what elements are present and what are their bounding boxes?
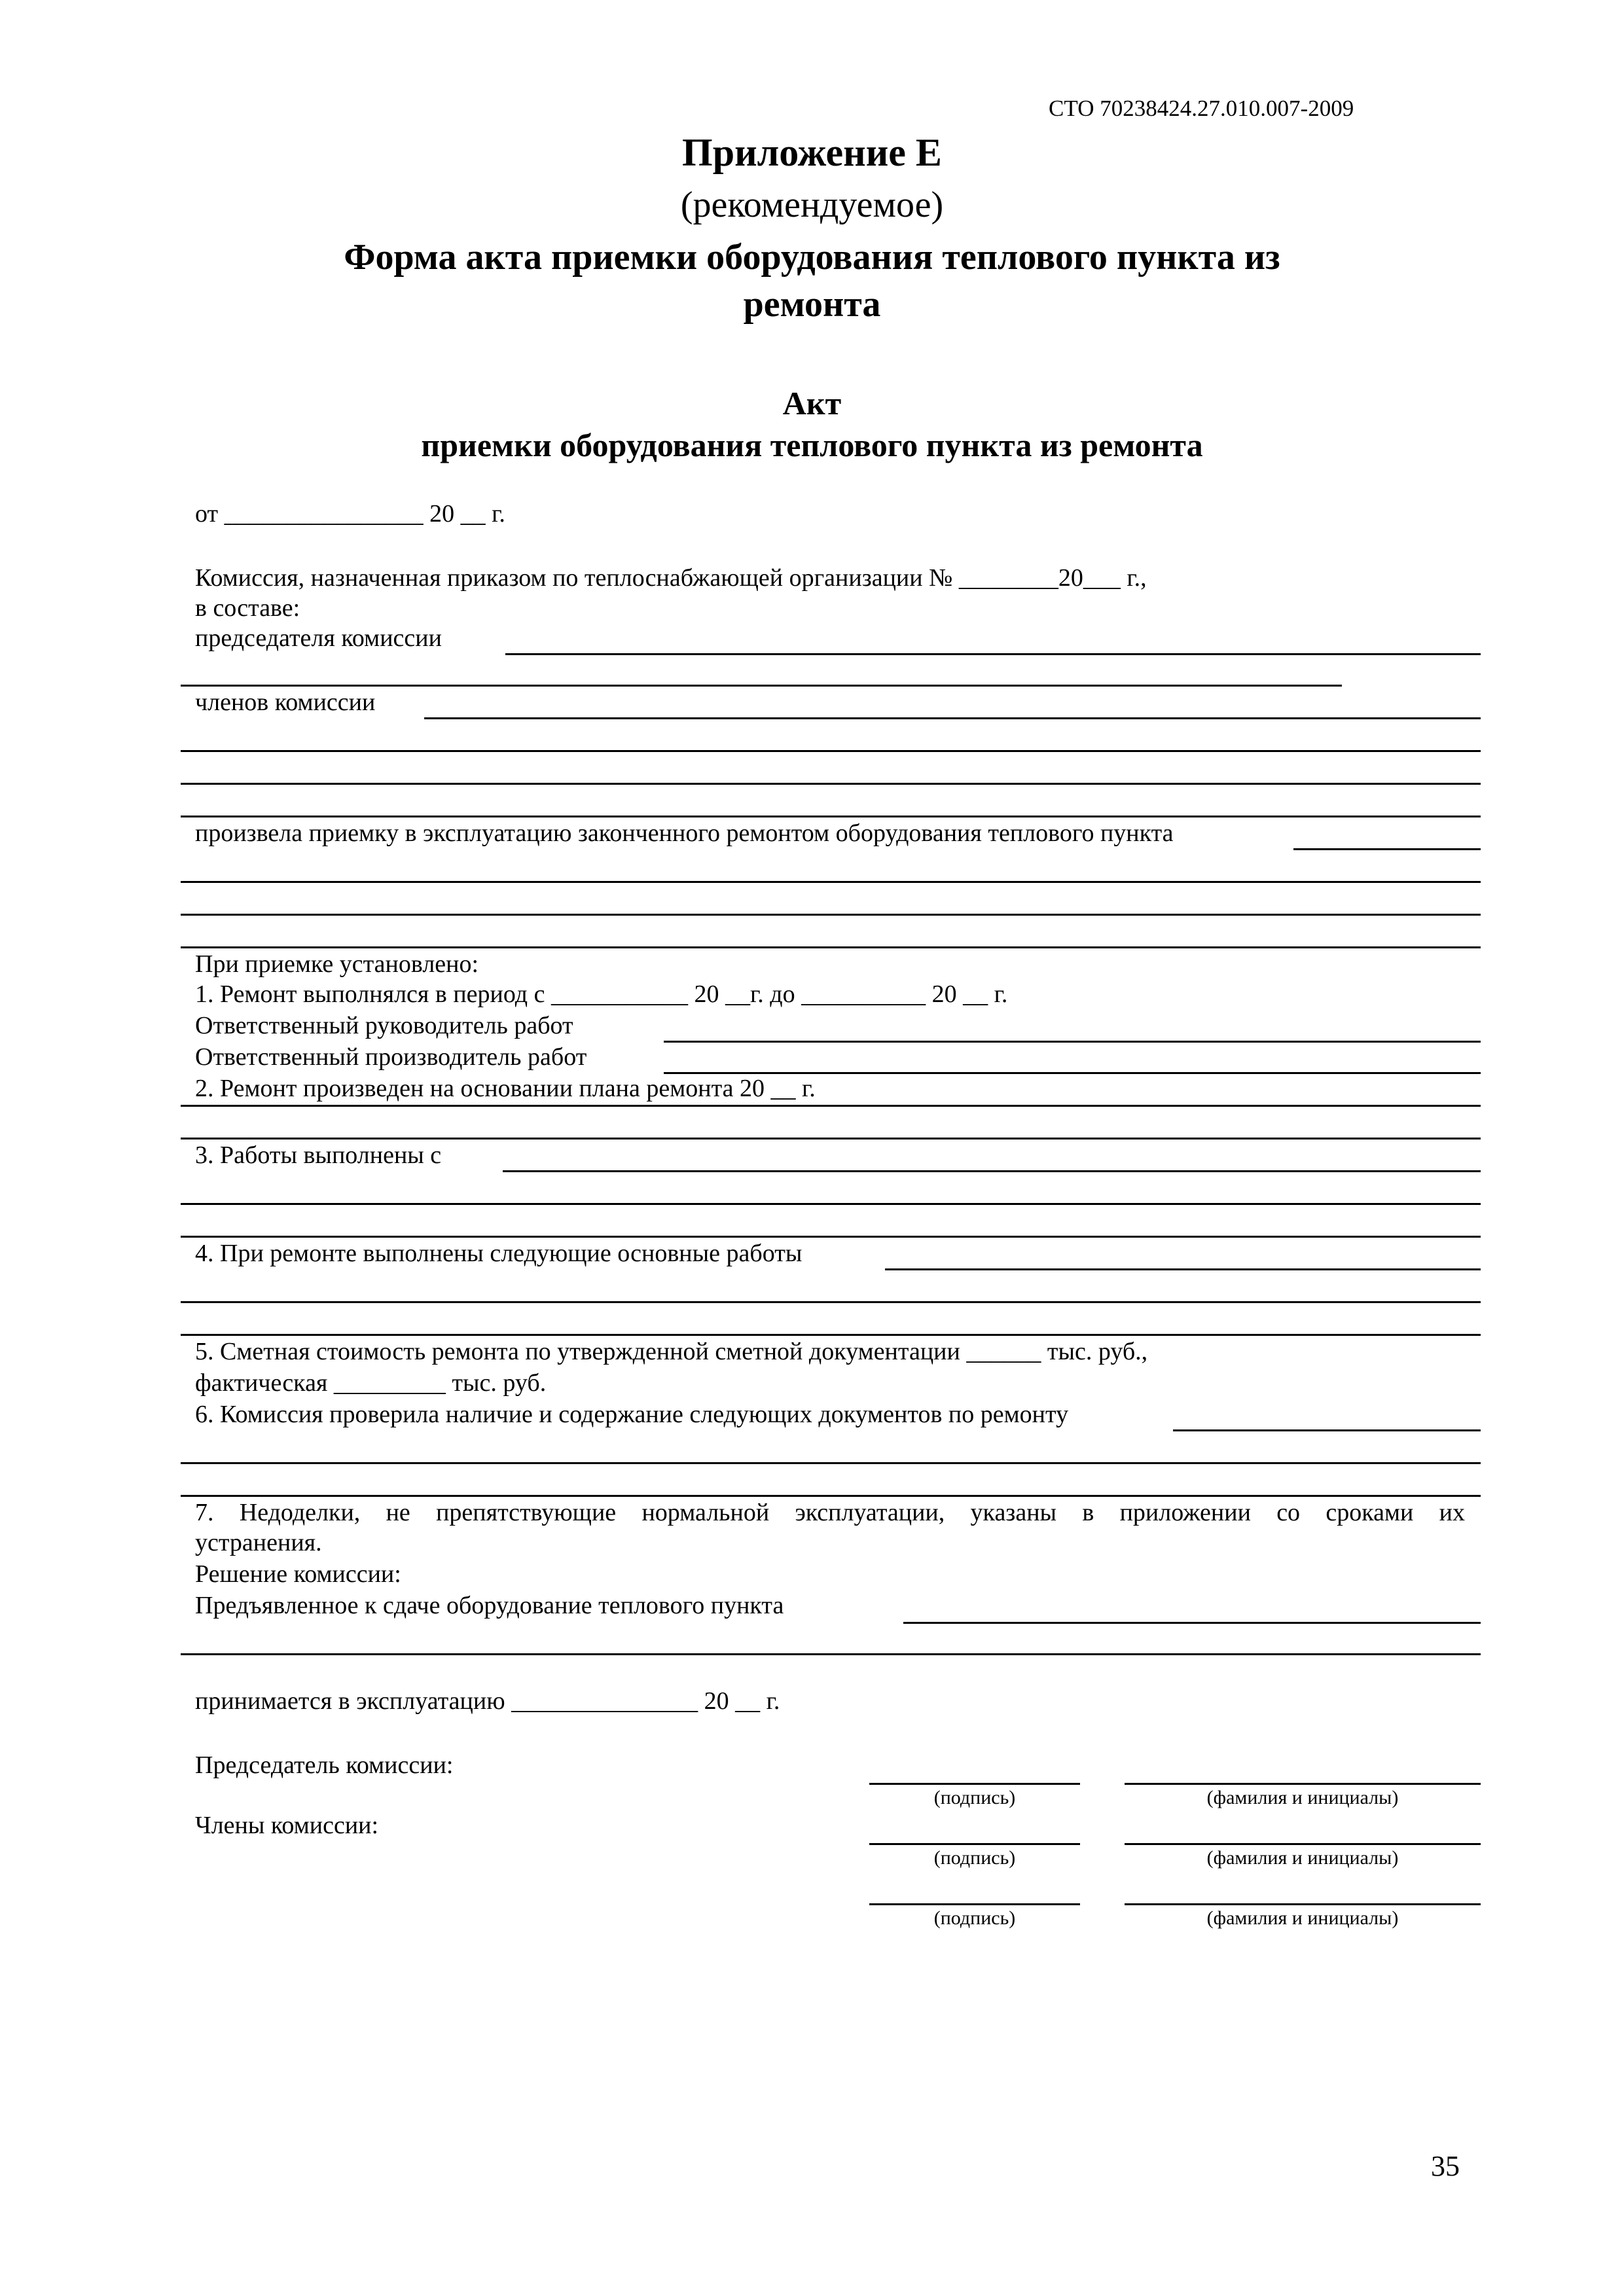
members-field-line-2[interactable] — [181, 750, 1481, 752]
member-1-name-caption: (фамилия и инициалы) — [1206, 1847, 1399, 1869]
established-label: При приемке установлено: — [195, 950, 479, 978]
member-1-signature-line[interactable] — [869, 1843, 1080, 1845]
item-6-line-3[interactable] — [181, 1495, 1481, 1497]
responsible-manager-label: Ответственный руководитель работ — [195, 1012, 573, 1039]
accepted-field-line-2[interactable] — [181, 881, 1481, 883]
members-signature-label: Члены комиссии: — [195, 1812, 379, 1839]
members-field-line-4[interactable] — [181, 816, 1481, 817]
chairman-name-caption: (фамилия и инициалы) — [1206, 1787, 1399, 1808]
form-title-line-1: Форма акта приемки оборудования теплового пункта из — [344, 237, 1280, 278]
responsible-manager-line[interactable] — [664, 1041, 1481, 1043]
appendix-note: (рекомендуемое) — [680, 185, 944, 225]
appendix-title: Приложение Е — [682, 131, 942, 174]
responsible-executor-label: Ответственный производитель работ — [195, 1043, 587, 1071]
accepted-line: произвела приемку в эксплуатацию законченного ремонтом оборудования теплового пункта — [195, 819, 1174, 847]
item-6: 6. Комиссия проверила наличие и содержание следующих документов по ремонту — [195, 1401, 1069, 1428]
accepted-field-line-4[interactable] — [181, 946, 1481, 948]
item-2-line[interactable] — [181, 1105, 1481, 1107]
member-2-name-line[interactable] — [1125, 1903, 1481, 1905]
item-4-line[interactable] — [885, 1268, 1481, 1270]
decision-label: Решение комиссии: — [195, 1560, 401, 1588]
presented-label: Предъявленное к сдаче оборудование теплового пункта — [195, 1592, 784, 1619]
item-3-line-2[interactable] — [181, 1203, 1481, 1205]
item-7-line-2: устранения. — [195, 1529, 322, 1556]
member-2-signature-line[interactable] — [869, 1903, 1080, 1905]
item-2: 2. Ремонт произведен на основании плана ремонта 20 __ г. — [195, 1075, 816, 1102]
accepted-into-operation: принимается в эксплуатацию _______________ 20 __ г. — [195, 1687, 780, 1715]
document-code: СТО 70238424.27.010.007-2009 — [1049, 96, 1354, 121]
member-2-name-caption: (фамилия и инициалы) — [1206, 1907, 1399, 1929]
item-3-line-3[interactable] — [181, 1236, 1481, 1238]
page-number: 35 — [1431, 2150, 1460, 2182]
chairman-field-line[interactable] — [505, 653, 1481, 655]
item-3: 3. Работы выполнены с — [195, 1141, 442, 1169]
item-5-line-1: 5. Сметная стоимость ремонта по утвержденной сметной документации ______ тыс. руб., — [195, 1338, 1148, 1365]
presented-field-line-2[interactable] — [181, 1653, 1481, 1655]
date-line: от ________________ 20 __ г. — [195, 500, 505, 528]
item-7-line-1: 7. Недоделки, не препятствующие нормальной эксплуатации, указаны в приложении со сроками их — [195, 1499, 1465, 1526]
chairman-label: председателя комиссии — [195, 624, 442, 652]
item-6-line[interactable] — [1173, 1429, 1481, 1431]
item-1: 1. Ремонт выполнялся в период с ___________ 20 __г. до __________ 20 __ г. — [195, 980, 1008, 1008]
members-field-line-3[interactable] — [181, 783, 1481, 785]
item-5-line-2: фактическая _________ тыс. руб. — [195, 1369, 547, 1397]
form-title-line-2: ремонта — [743, 284, 881, 325]
accepted-field-line-3[interactable] — [181, 914, 1481, 916]
members-field-line[interactable] — [424, 717, 1481, 719]
item-2-line-2[interactable] — [181, 1138, 1481, 1139]
item-4: 4. При ремонте выполнены следующие основные работы — [195, 1240, 803, 1267]
accepted-field-line[interactable] — [1293, 848, 1481, 850]
in-composition-label: в составе: — [195, 594, 300, 622]
member-1-name-line[interactable] — [1125, 1843, 1481, 1845]
members-label: членов комиссии — [195, 689, 376, 716]
act-title: Акт — [782, 385, 842, 422]
presented-field-line[interactable] — [903, 1622, 1481, 1624]
item-3-line[interactable] — [503, 1170, 1481, 1172]
item-4-line-2[interactable] — [181, 1301, 1481, 1303]
chairman-field-line-2[interactable] — [181, 685, 1342, 687]
act-subtitle: приемки оборудования теплового пункта из ремонта — [421, 427, 1203, 463]
chairman-signature-line[interactable] — [869, 1783, 1080, 1785]
member-2-signature-caption: (подпись) — [933, 1907, 1016, 1929]
commission-line: Комиссия, назначенная приказом по теплоснабжающей организации № ________20___ г., — [195, 564, 1147, 592]
chairman-signature-caption: (подпись) — [933, 1787, 1016, 1808]
chairman-signature-label: Председатель комиссии: — [195, 1751, 454, 1779]
item-4-line-3[interactable] — [181, 1334, 1481, 1336]
item-6-line-2[interactable] — [181, 1462, 1481, 1464]
chairman-name-line[interactable] — [1125, 1783, 1481, 1785]
member-1-signature-caption: (подпись) — [933, 1847, 1016, 1869]
